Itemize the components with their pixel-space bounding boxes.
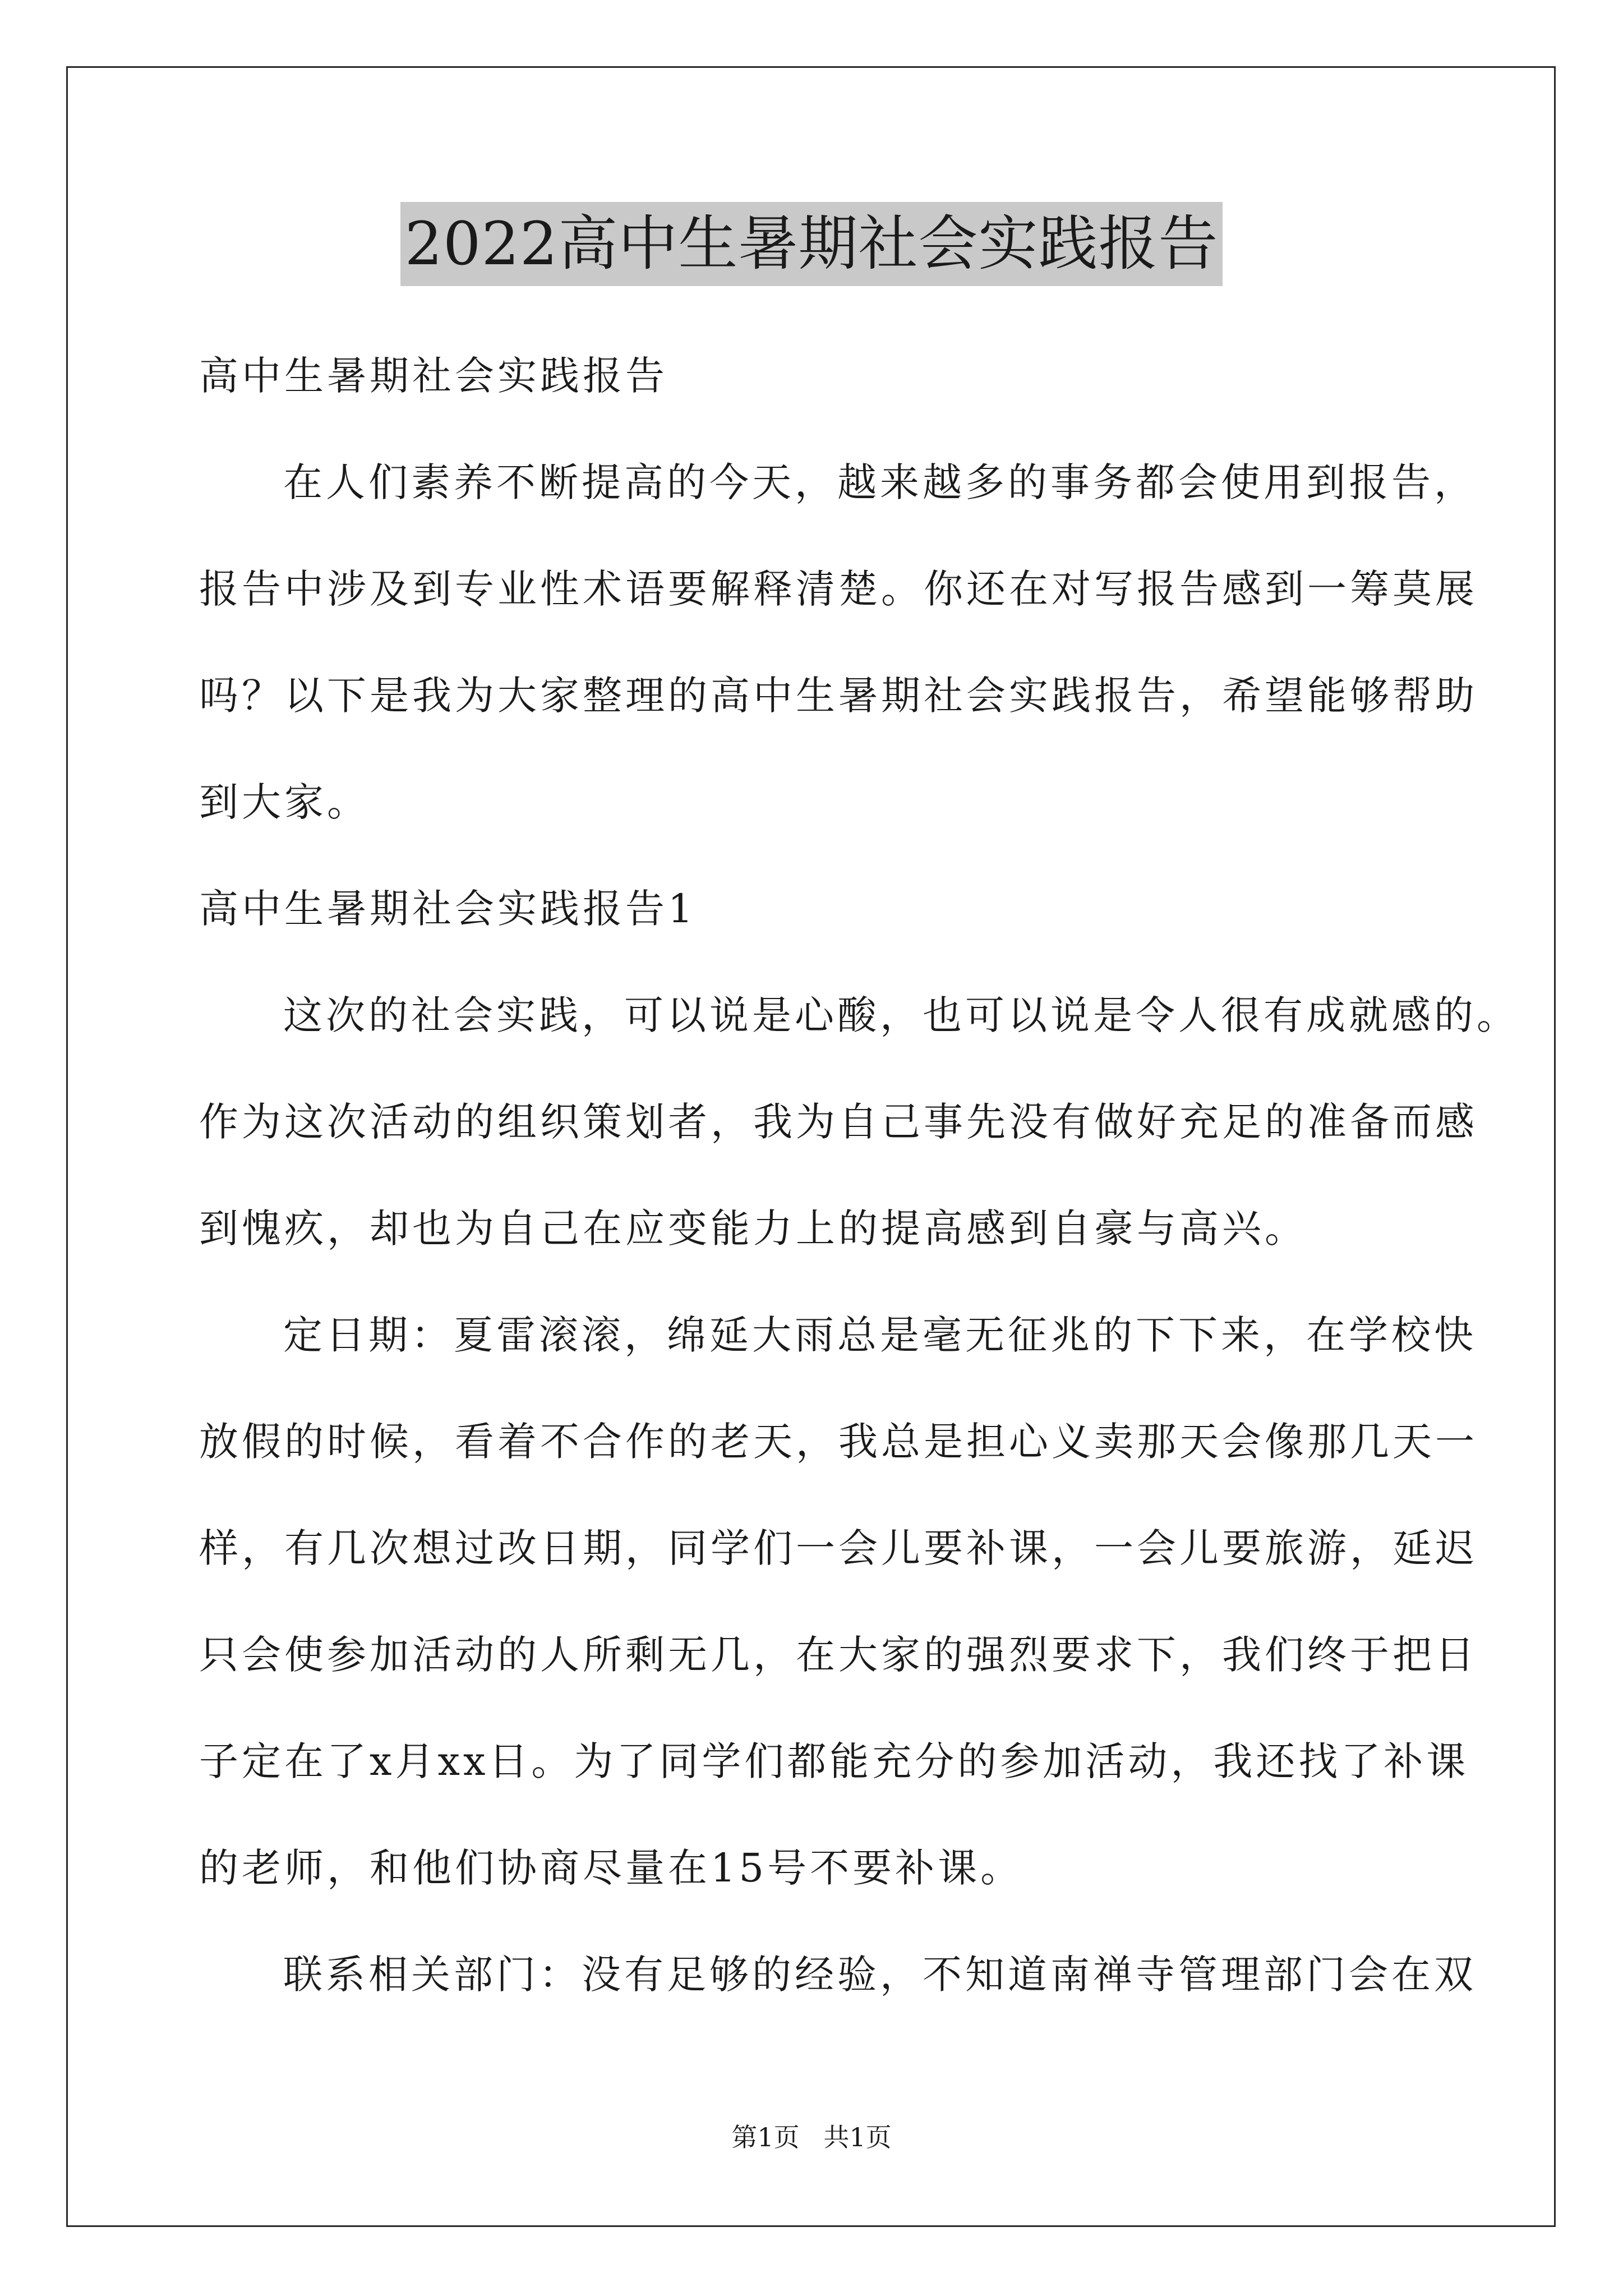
paragraph-line: 作为这次活动的组织策划者，我为自己事先没有做好充足的准备而感 xyxy=(199,1099,1478,1145)
paragraph-line: 吗？以下是我为大家整理的高中生暑期社会实践报告，希望能够帮助 xyxy=(199,673,1478,719)
report-heading: 高中生暑期社会实践报告 xyxy=(199,353,668,399)
paragraph-line: 到大家。 xyxy=(199,779,370,825)
section-heading: 高中生暑期社会实践报告1 xyxy=(199,886,697,932)
paragraph-line: 只会使参加活动的人所剩无几，在大家的强烈要求下，我们终于把日 xyxy=(199,1632,1478,1678)
page-footer xyxy=(0,2120,1623,2154)
paragraph-line: 报告中涉及到专业性术语要解释清楚。你还在对写报告感到一筹莫展 xyxy=(199,566,1478,612)
title-container xyxy=(0,202,1623,286)
paragraph-line: 到愧疚，却也为自己在应变能力上的提高感到自豪与高兴。 xyxy=(199,1205,1307,1251)
paragraph-line: 子定在了x月xx日。为了同学们都能充分的参加活动，我还找了补课 xyxy=(199,1738,1469,1784)
page-total: 共1页 xyxy=(823,2122,892,2152)
paragraph-line: 定日期：夏雷滚滚，绵延大雨总是毫无征兆的下下来，在学校快 xyxy=(283,1312,1477,1358)
document-title: 2022高中生暑期社会实践报告 xyxy=(400,202,1223,286)
paragraph-line: 在人们素养不断提高的今天，越来越多的事务都会使用到报告， xyxy=(283,459,1477,505)
paragraph-line: 的老师，和他们协商尽量在15号不要补课。 xyxy=(199,1845,1023,1891)
paragraph-line: 联系相关部门：没有足够的经验，不知道南禅寺管理部门会在双 xyxy=(283,1952,1477,1998)
paragraph-line: 放假的时候，看着不合作的老天，我总是担心义卖那天会像那几天一 xyxy=(199,1419,1478,1465)
page-number: 第1页 xyxy=(731,2122,800,2152)
paragraph-line: 样，有几次想过改日期，同学们一会儿要补课，一会儿要旅游，延迟 xyxy=(199,1525,1478,1571)
paragraph-line: 这次的社会实践，可以说是心酸，也可以说是令人很有成就感的。 xyxy=(283,992,1519,1038)
